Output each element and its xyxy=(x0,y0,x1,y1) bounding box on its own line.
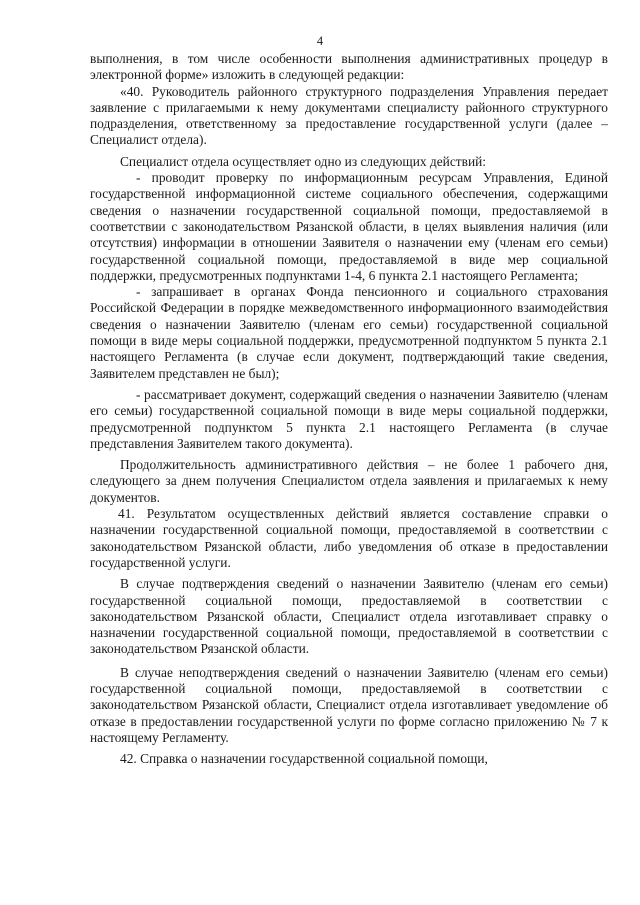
paragraph-action-review: - рассматривает документ, содержащий сведения о назначении Заявителю (членам его семьи) государственной социальной помощи в виде меры социальной поддержки, предусмотренной подпунктом 5 пункта 2.1 настоящего Регламента (в случае представления Заявителем такого документа). xyxy=(90,386,608,451)
paragraph-duration: Продолжительность административного действия – не более 1 рабочего дня, следующего за днем получения Специалистом отдела заявления и прилагаемых к нему документов. xyxy=(90,457,608,505)
paragraph-item-42: 42. Справка о назначении государственной социальной помощи, xyxy=(120,751,488,767)
paragraph-action-request: - запрашивает в органах Фонда пенсионного и социального страхования Российской Федерации в порядке межведомственного информационного взаимодействия сведения о назначении Заявителю (членам его семьи) государственной социальной помощи в виде меры социальной поддержки, предусмотренной подпунктом 5 пункта 2.1 настоящего Регламента (в случае если документ, подтверждающий такие сведения, Заявителем представлен не был); xyxy=(90,284,608,381)
paragraph-nonconfirmation-case: В случае неподтверждения сведений о назначении Заявителю (членам его семьи) государственной социальной помощи, предоставляемой в соответствии с законодательством Рязанской области, Специалист отдела изготавливает уведомление об отказе в предоставлении государственной услуги по форме согласно приложению № 7 к настоящему Регламенту. xyxy=(90,664,608,745)
paragraph-continuation: выполнения, в том числе особенности выполнения административных процедур в электронной форме» изложить в следующей редакции: xyxy=(90,51,608,83)
paragraph-confirmation-case: В случае подтверждения сведений о назначении Заявителю (членам его семьи) государственной социальной помощи, предоставляемой в соответствии с законодательством Рязанской области, Специалист отдела изготавливает справку о назначении государственной социальной помощи, предоставляемой в соответствии с законодательством Рязанской области. xyxy=(90,576,608,657)
paragraph-item-40: «40. Руководитель районного структурного подразделения Управления передает заявление с прилагаемыми к нему документами специалисту районного структурного подразделения, ответственному за предоставление государственной услуги (далее – Специалист отдела). xyxy=(90,83,608,148)
document-body xyxy=(90,51,608,767)
paragraph-item-41: 41. Результатом осуществленных действий является составление справки о назначении государственной социальной помощи, предоставляемой в соответствии с законодательством Рязанской области, либо уведомления об отказе в предоставлении государственной услуги. xyxy=(90,506,608,570)
page-number: 4 xyxy=(316,34,324,48)
paragraph-specialist-actions: Специалист отдела осуществляет одно из следующих действий: xyxy=(120,153,487,169)
paragraph-action-check: - проводит проверку по информационным ресурсам Управления, Единой государственной информационной системе социального обеспечения, содержащими сведения о назначении государственной социальной помощи, предоставляемой в соответствии с законодательством Рязанской области, в целях выявления наличия (или отсутствия) информации в отношении Заявителя о назначении ему (членам его семьи) государственной социальной помощи, предоставляемой в виде мер социальной поддержки, предусмотренных подпунктами 1-4, 6 пункта 2.1 настоящего Регламента; xyxy=(90,170,608,283)
